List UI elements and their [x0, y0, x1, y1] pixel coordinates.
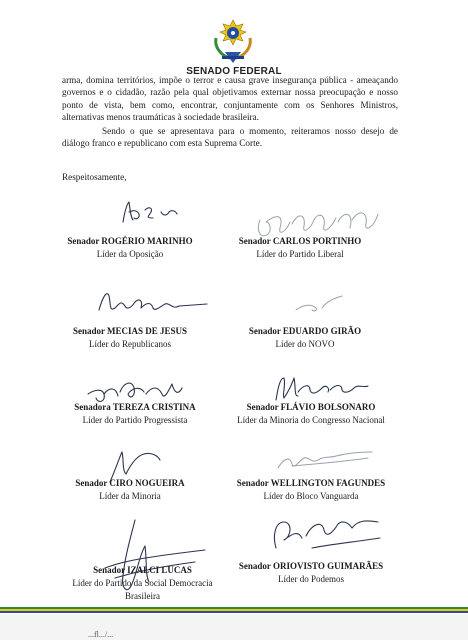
signatory-role: Líder do Republicanos [89, 339, 171, 349]
signatory-block [60, 325, 200, 351]
signatory-title: Senador [236, 478, 269, 488]
signatory-name [60, 235, 200, 248]
next-page-partial-text: ...fl.../... [88, 630, 114, 639]
signatory-role: Líder do Podemos [278, 574, 344, 584]
signatory-block [60, 235, 200, 261]
handwritten-signature [262, 508, 388, 558]
closing-greeting: Respeitosamente, [62, 172, 127, 182]
handwritten-signature [115, 196, 195, 230]
signatory-name [226, 401, 396, 414]
signatory-title: Senador [72, 326, 105, 336]
signatory-surname: IZALCI LUCAS [127, 565, 192, 575]
signatory-block [240, 325, 370, 351]
signatory-role: Líder do Bloco Vanguarda [263, 491, 359, 501]
signatory-name [60, 401, 210, 414]
signatory-title: Senador [75, 478, 108, 488]
signatory-block [226, 401, 396, 427]
signatory-surname: ORIOVISTO GUIMARÃES [272, 561, 384, 571]
signatory-surname: FLÁVIO BOLSONARO [280, 402, 376, 412]
signatory-role: Líder da Oposição [96, 249, 164, 259]
signatory-surname: EDUARDO GIRÃO [282, 326, 362, 336]
signatory-surname: MECIAS DE JESUS [107, 326, 188, 336]
signatory-surname: CIRO NOGUEIRA [109, 478, 185, 488]
signatory-title: Senador [248, 326, 281, 336]
signatory-block [230, 235, 370, 261]
body-paragraph-1: arma, domina territórios, impõe o terror e causa grave insegurança pública - ameaçando governos e o cidadão, razão pela qual objetivamos externar nossa preocupação e nosso ponto de vista, bem como, encontrar, conjuntamente com os Senhores Ministros, alternativas menos traumáticas à sociedade brasileira. [62, 75, 398, 123]
signatory-title: Senador [67, 236, 100, 246]
signatory-surname: WELLINGTON FAGUNDES [270, 478, 386, 488]
signatory-block [55, 564, 230, 603]
signatory-name [226, 560, 396, 573]
signatory-name [55, 564, 230, 577]
signatory-role: Líder do Partido Progressista [82, 415, 188, 425]
signatory-title: Senador [238, 561, 271, 571]
signatory-role: Líder da Minoria do Congresso Nacional [237, 415, 385, 425]
signatory-title: Senador [238, 236, 271, 246]
signatory-title: Senadora [74, 402, 111, 412]
body-paragraph-2: Sendo o que se apresentava para o momento, reiteramos nosso desejo de diálogo franco e republicano com esta Suprema Corte. [62, 126, 398, 149]
signatory-role-line2: Brasileira [125, 591, 160, 601]
signatory-role: Líder do Partido da Social Democracia [72, 578, 213, 588]
signatory-block [60, 401, 210, 427]
signatory-name [230, 235, 370, 248]
signatory-name [60, 325, 200, 338]
next-page-edge [0, 614, 468, 640]
signatory-name [75, 477, 185, 490]
handwritten-signature [272, 448, 382, 476]
signatory-block [226, 560, 396, 586]
signatory-surname: ROGÉRIO MARINHO [101, 236, 193, 246]
signatory-role: Líder do Partido Liberal [256, 249, 344, 259]
signatory-role: Líder do NOVO [275, 339, 335, 349]
signatory-name [226, 477, 396, 490]
signatory-title: Senador [93, 565, 125, 575]
signatory-block [75, 477, 185, 503]
brazil-coat-of-arms-icon [208, 18, 258, 64]
signatory-title: Senador [246, 402, 279, 412]
signatory-surname: TEREZA CRISTINA [112, 402, 196, 412]
signatory-role: Líder da Minoria [99, 491, 161, 501]
handwritten-signature [290, 292, 350, 318]
document-header-title: SENADO FEDERAL [186, 66, 282, 77]
handwritten-signature [95, 286, 215, 322]
signatory-name [240, 325, 370, 338]
footer-stripe-blue [0, 611, 468, 613]
signatory-surname: CARLOS PORTINHO [272, 236, 362, 246]
signatory-block [226, 477, 396, 503]
